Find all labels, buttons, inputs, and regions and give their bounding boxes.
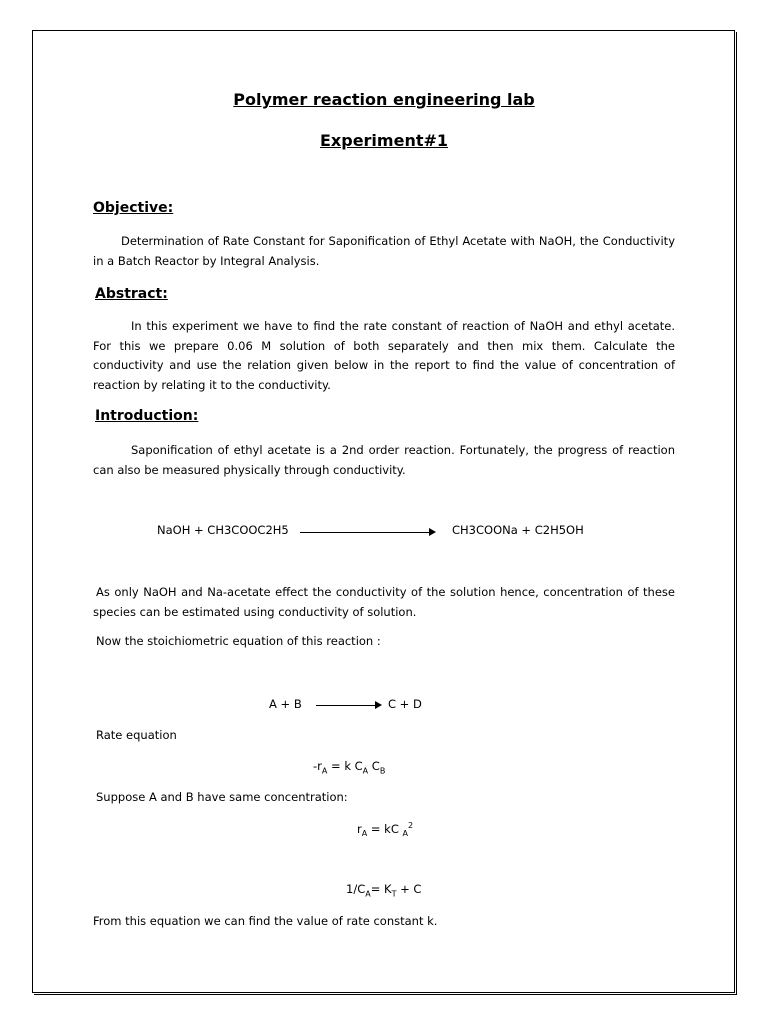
page-border (32, 30, 735, 993)
integrated-rate-equation: $1/C_A= K_T + C$ (346, 882, 422, 899)
abstract-text: In this experiment we have to find the rate constant of reaction of NaOH and ethyl acetate. For this we prepare 0.06 M solution of both separately and then mix them. Calculate the conductivity and use the relation given below in the report to find the value of concentration of reaction by relating it to the conductivity. (93, 319, 675, 392)
reaction-products: CH3COONa + C2H5OH (452, 523, 584, 537)
introduction-text: Saponification of ethyl acetate is a 2nd order reaction. Fortunately, the progress of reaction can also be measured physically through conductivity. (93, 443, 675, 477)
reaction-arrow-icon (300, 532, 434, 533)
rate-equation-second-order: $r_A$ = kC $_A^2$ (357, 821, 414, 839)
rate-equation-label: Rate equation (96, 728, 177, 742)
stoichiometric-rhs: C + D (388, 697, 422, 711)
stoichiometric-arrow-icon (316, 705, 380, 706)
document-title: Polymer reaction engineering lab (233, 90, 535, 109)
conclusion-text: From this equation we can find the value of rate constant k. (93, 914, 438, 928)
objective-heading: Objective: (93, 200, 174, 216)
reaction-reactants: NaOH + CH3COOC2H5 (157, 523, 289, 537)
conductivity-text: As only NaOH and Na-acetate effect the conductivity of the solution hence, concentration of these species can be estimated using conductivity of solution. (93, 585, 675, 619)
objective-text: Determination of Rate Constant for Saponification of Ethyl Acetate with NaOH, the Conductivity in a Batch Reactor by Integral Analysis. (93, 234, 675, 268)
rate-equation: $-r_A = k$ $C_A$ $C_B$ (313, 759, 386, 776)
stoichiometric-lhs: A + B (269, 697, 302, 711)
experiment-number: Experiment#1 (319, 131, 449, 150)
abstract-heading: Abstract: (95, 286, 168, 302)
stoichiometric-intro: Now the stoichiometric equation of this reaction : (96, 634, 381, 648)
introduction-heading: Introduction: (95, 408, 199, 424)
suppose-text: Suppose A and B have same concentration: (96, 790, 348, 804)
